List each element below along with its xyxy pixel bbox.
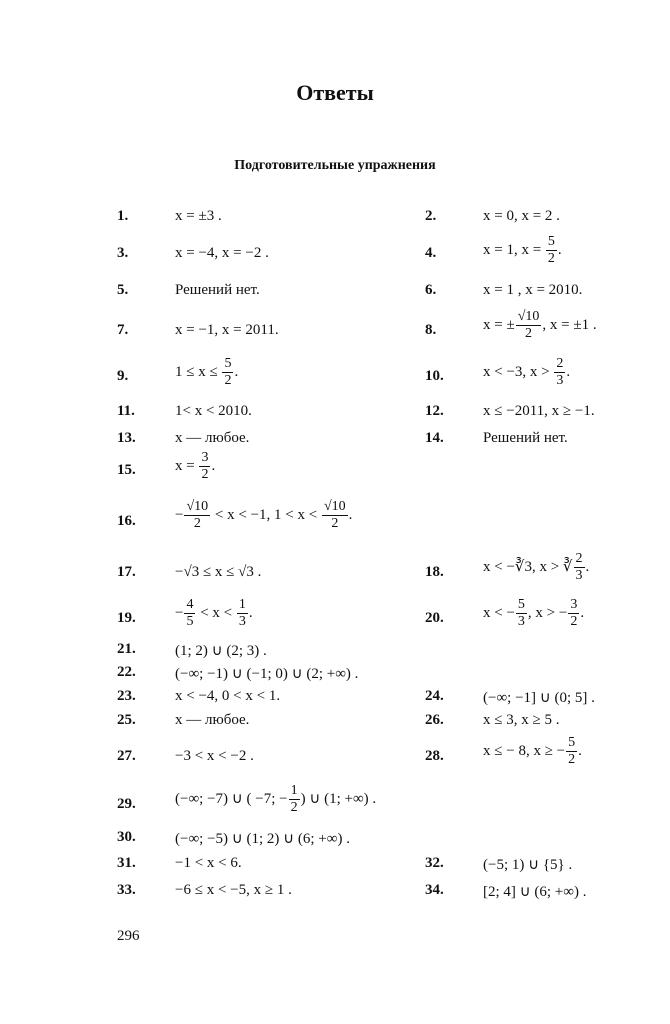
answer-number: 30. [117,829,136,845]
page-number: 296 [117,928,140,944]
answer-text: x ≤ 3, x ≥ 5 . [483,712,560,728]
answer-text: [2; 4] ∪ (6; +∞) . [483,884,587,900]
answer-number: 29. [117,796,136,812]
answer-number: 31. [117,855,136,871]
section-title: Подготовительные упражнения [234,158,436,173]
answer-number: 22. [117,664,136,680]
answer-number: 26. [425,712,444,728]
answer-number: 7. [117,322,129,338]
answer-text: −1 < x < 6. [175,855,242,871]
answer-number: 17. [117,564,136,580]
answer-number: 27. [117,748,136,764]
answer-text: x = ± $\frac{√10}{2}$ , x = ±1 . [483,309,597,341]
answer-text: x = 0, x = 2 . [483,208,560,224]
answer-text: (−∞; −1) ∪ (−1; 0) ∪ (2; +∞) . [175,666,359,682]
answer-number: 21. [117,641,136,657]
answer-text: Решений нет. [483,430,568,446]
answer-text: Решений нет. [175,282,260,298]
answer-text: − $\frac{√10}{2}$ < x < −1, 1 < x < $\frac{√10}{2}$ . [175,499,353,531]
answer-number: 3. [117,245,129,261]
answer-number: 25. [117,712,136,728]
answer-number: 6. [425,282,437,298]
answer-number: 10. [425,368,444,384]
answer-text: x < −4, 0 < x < 1. [175,688,281,704]
answer-text: x — любое. [175,712,250,728]
answer-text: 1< x < 2010. [175,403,252,419]
answer-text: x = $\frac{3}{2}$ . [175,450,216,482]
answer-number: 15. [117,462,136,478]
answer-text: x ≤ − 8, x ≥ − $\frac{5}{2}$ . [483,735,582,767]
answer-text: 1 ≤ x ≤ $\frac{5}{2}$ . [175,356,239,388]
answer-number: 28. [425,748,444,764]
answer-number: 12. [425,403,444,419]
answer-text: x < −∛3, x > ∛ $\frac{2}{3}$ . [483,551,590,583]
answer-number: 32. [425,855,444,871]
answer-text: x = 1 , x = 2010. [483,282,583,298]
answer-text: x < −3, x > $\frac{2}{3}$ . [483,356,571,388]
answer-number: 18. [425,564,444,580]
answer-number: 34. [425,882,444,898]
answer-text: x = −1, x = 2011. [175,322,279,338]
answer-number: 8. [425,322,437,338]
answer-number: 2. [425,208,437,224]
answer-number: 9. [117,368,129,384]
answer-text: (1; 2) ∪ (2; 3) . [175,643,267,659]
answer-number: 16. [117,513,136,529]
answer-text: x < − $\frac{5}{3}$ , x > − $\frac{3}{2}$ . [483,597,585,629]
answer-number: 13. [117,430,136,446]
answer-number: 19. [117,610,136,626]
answer-number: 14. [425,430,444,446]
answer-number: 1. [117,208,129,224]
answer-text: −√3 ≤ x ≤ √3 . [175,564,262,580]
answer-number: 5. [117,282,129,298]
answer-text: − $\frac{4}{5}$ < x < $\frac{1}{3}$ . [175,597,253,629]
answer-text: −6 ≤ x < −5, x ≥ 1 . [175,882,292,898]
answer-text: x = 1, x = $\frac{5}{2}$ . [483,234,562,266]
answer-text: x = ±3 . [175,208,222,224]
answer-number: 24. [425,688,444,704]
answer-text: −3 < x < −2 . [175,748,254,764]
answer-text: (−5; 1) ∪ {5} . [483,857,573,873]
answer-number: 33. [117,882,136,898]
answer-text: (−∞; −1] ∪ (0; 5] . [483,690,595,706]
answer-text: (−∞; −7) ∪ ( −7; − $\frac{1}{2}$ ) ∪ (1; +∞) . [175,783,377,815]
page-title: Ответы [296,80,374,105]
answer-text: (−∞; −5) ∪ (1; 2) ∪ (6; +∞) . [175,831,350,847]
answer-text: x — любое. [175,430,250,446]
answer-text: x ≤ −2011, x ≥ −1. [483,403,595,419]
answer-number: 11. [117,403,135,419]
answer-number: 20. [425,610,444,626]
answer-text: x = −4, x = −2 . [175,245,269,261]
answer-number: 4. [425,245,437,261]
answer-number: 23. [117,688,136,704]
